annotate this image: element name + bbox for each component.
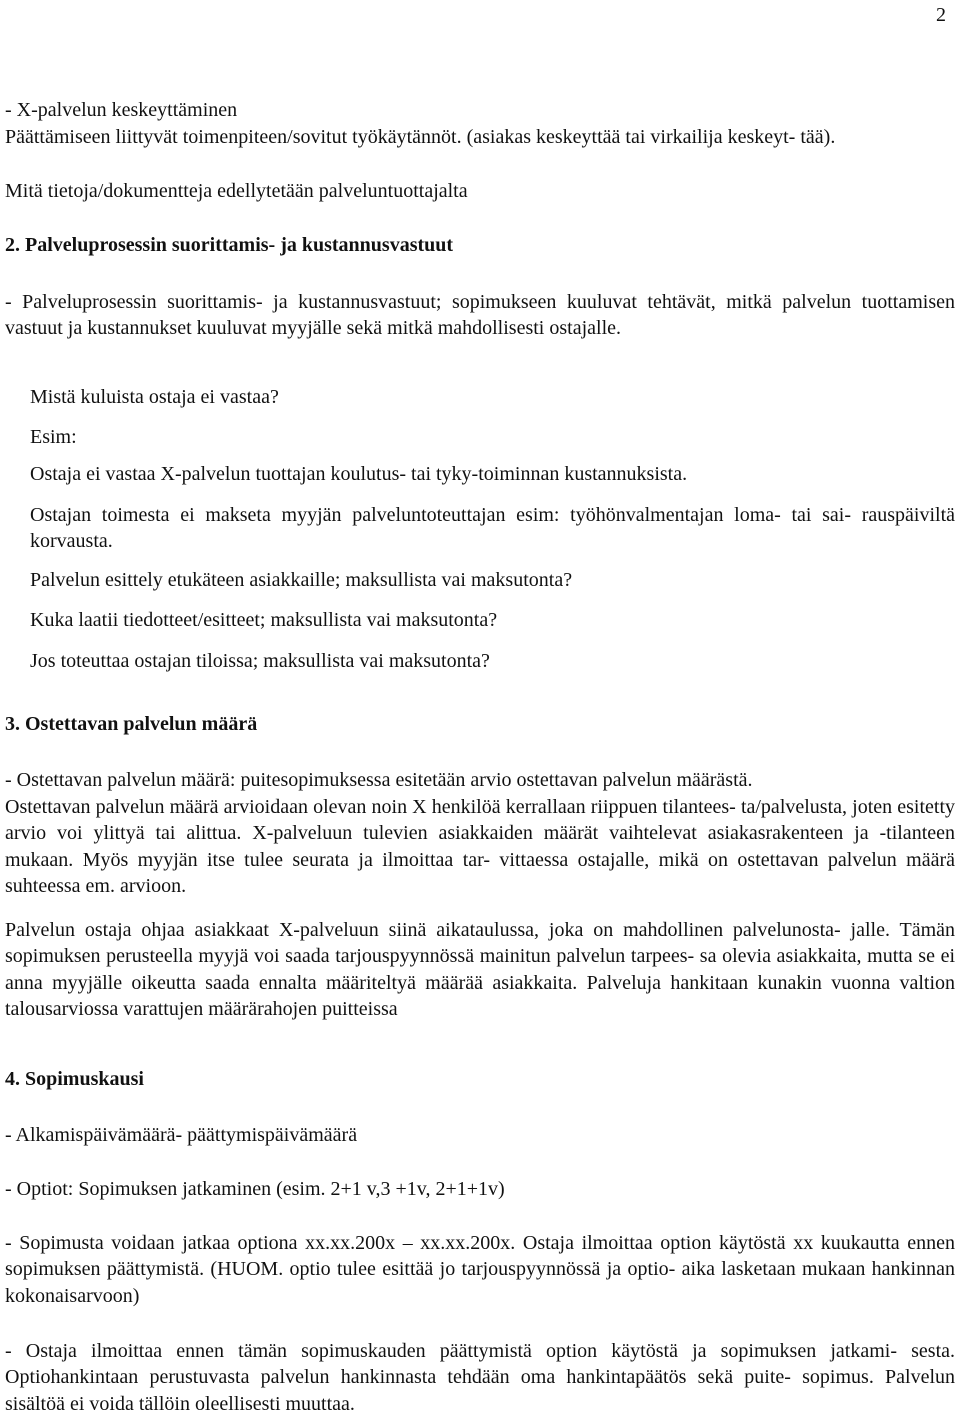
example-presentation: Palvelun esittely etukäteen asiakkaille; maksullista vai maksutonta?	[30, 569, 573, 591]
section-3-paragraph-2: Ostettavan palvelun määrä arvioidaan olevan noin X henkilöä kerrallaan riippuen tilantees- ta/palvelusta, joten esitetty arvio voi ylittyä tai alittua. X-palveluun tulevien asiakkaiden määrät vaihtelevat asiakasrakenteen ja -tilanteen mukaan. Myös myyjän itse tulee seurata ja ilmoittaa tar- vittaessa ostajalle, mikä on ostettavan palvelun määrä suhteessa em. arvioon.	[5, 796, 955, 898]
required-documents-text: Mitä tietoja/dokumentteja edellytetään palveluntuottajalta	[5, 180, 468, 202]
example-premises: Jos toteuttaa ostajan tiloissa; maksullista vai maksutonta?	[30, 650, 490, 672]
page-number: 2	[936, 4, 946, 26]
options-item: - Optiot: Sopimuksen jatkaminen (esim. 2+1 v,3 +1v, 2+1+1v)	[5, 1178, 505, 1200]
section-3-heading: 3. Ostettavan palvelun määrä	[5, 713, 258, 735]
example-label: Esim:	[30, 426, 77, 448]
start-end-date-item: - Alkamispäivämäärä- päättymispäivämäärä	[5, 1124, 358, 1146]
example-sick-leave: Ostajan toimesta ei makseta myyjän palveluntoteuttajan esim: työhönvalmentajan loma- tai sai- rauspäiviltä korvausta.	[30, 504, 955, 553]
costs-question: Mistä kuluista ostaja ei vastaa?	[30, 386, 279, 408]
section-2-paragraph: - Palveluprosessin suorittamis- ja kustannusvastuut; sopimukseen kuuluvat tehtävät, mitkä palvelun tuottamisen vastuut ja kustannukset kuuluvat myyjälle sekä mitkä mahdollisesti ostajalle.	[5, 291, 955, 340]
termination-practices-text: Päättämiseen liittyvät toimenpiteen/sovitut työkäytännöt. (asiakas keskeyttää tai virkailija keskeyt- tää).	[5, 126, 836, 148]
option-extension-item: - Sopimusta voidaan jatkaa optiona xx.xx.200x – xx.xx.200x. Ostaja ilmoittaa option käytöstä xx kuukautta ennen sopimuksen päättymistä. (HUOM. optio tulee esittää jo tarjouspyynnössä ja optio- aika lasketaan mukaan hankinnan kokonaisarvoon)	[5, 1232, 955, 1307]
section-3-paragraph-1: - Ostettavan palvelun määrä: puitesopimuksessa esitetään arvio ostettavan palvelun määrästä.	[5, 769, 753, 791]
section-4-heading: 4. Sopimuskausi	[5, 1068, 144, 1090]
item-x-service-interruption: - X-palvelun keskeyttäminen	[5, 99, 238, 121]
option-notification-item: - Ostaja ilmoittaa ennen tämän sopimuskauden päättymistä option käytöstä ja sopimuksen jatkami- sesta. Optiohankintaan perustuvasta palvelun hankinnasta tehdään oma hankintapäätös sekä puite- sopimus. Palvelun sisältöä ei voida tällöin oleellisesti muuttaa.	[5, 1340, 955, 1415]
example-training-costs: Ostaja ei vastaa X-palvelun tuottajan koulutus- tai tyky-toiminnan kustannuksista.	[30, 463, 688, 485]
section-3-paragraph-3: Palvelun ostaja ohjaa asiakkaat X-palveluun siinä aikataulussa, joka on mahdollinen palvelunosta- jalle. Tämän sopimuksen perusteella myyjä voi saada tarjouspyynnössä mainitun palvelun tarpees- sa olevia asiakkaita, mutta se ei anna myyjälle oikeutta saada ennalta määriteltyä määrää asiakkaita. Palveluja hankitaan kunakin vuonna valtion talousarviossa varattujen määrärahojen puitteissa	[5, 919, 955, 1021]
example-brochures: Kuka laatii tiedotteet/esitteet; maksullista vai maksutonta?	[30, 609, 498, 631]
section-2-heading: 2. Palveluprosessin suorittamis- ja kustannusvastuut	[5, 234, 454, 256]
